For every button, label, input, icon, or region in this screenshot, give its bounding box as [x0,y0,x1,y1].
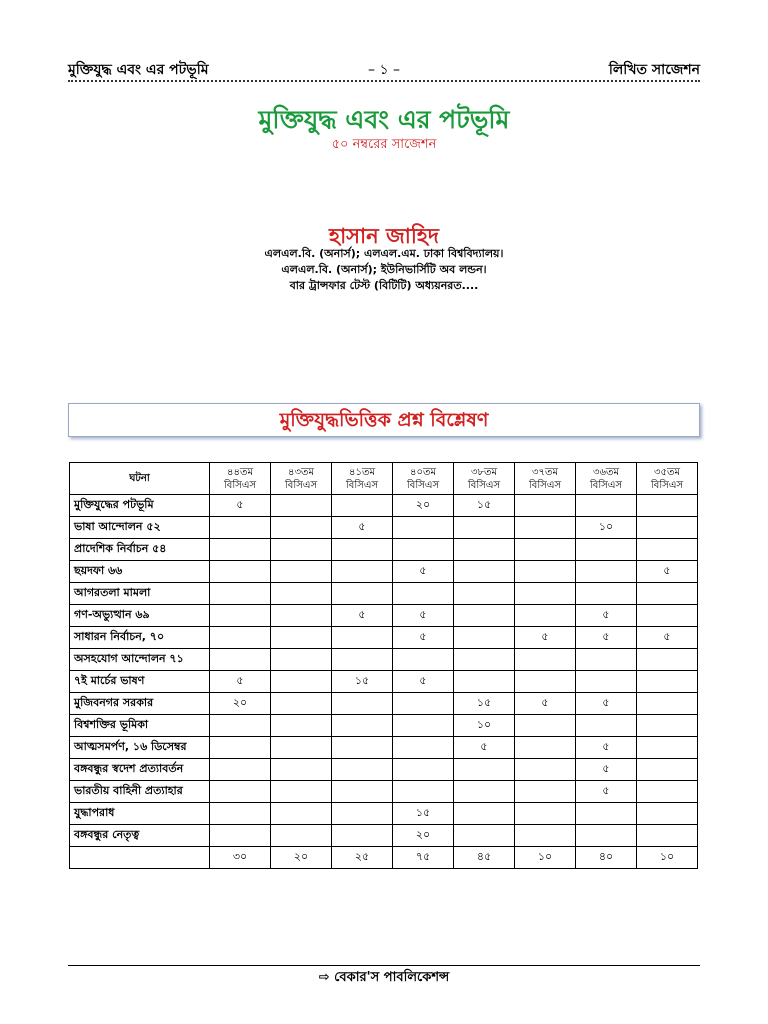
mark-cell [271,693,332,715]
author-name: হাসান জাহিদ [329,224,439,248]
total-cell: ৪০ [576,847,637,869]
mark-cell: ২০ [393,825,454,847]
mark-cell [515,539,576,561]
table-row [70,825,698,847]
mark-cell [271,605,332,627]
exam-number: ৪১তম [348,466,376,478]
mark-cell [393,649,454,671]
event-name: ৭ই মার্চের ভাষণ [70,671,210,693]
mark-cell [332,693,393,715]
mark-cell [454,517,515,539]
mark-cell: ১০ [576,517,637,539]
mark-cell [393,517,454,539]
mark-cell [393,583,454,605]
table-row [70,605,698,627]
mark-cell [454,627,515,649]
event-name: বিশ্বশক্তির ভূমিকা [70,715,210,737]
exam-number: ৪৩তম [287,466,315,478]
exam-number: ৩৫তম [653,466,681,478]
mark-cell [332,759,393,781]
mark-cell: ৫ [576,759,637,781]
mark-cell [576,495,637,517]
publisher-footer: ⇨ বেকার'স পাবলিকেশন্স [318,970,450,985]
mark-cell: ১৫ [454,693,515,715]
event-name: প্রাদেশিক নির্বাচন ৫৪ [70,539,210,561]
mark-cell [210,825,271,847]
mark-cell: ৫ [210,671,271,693]
mark-cell: ৫ [637,561,698,583]
mark-cell [271,759,332,781]
mark-cell: ১৫ [393,803,454,825]
event-name: ভারতীয় বাহিনী প্রত্যাহার [70,781,210,803]
mark-cell [515,715,576,737]
mark-cell [515,605,576,627]
mark-cell [332,825,393,847]
event-name: মুজিবনগর সরকার [70,693,210,715]
mark-cell: ৫ [515,693,576,715]
event-name: আগরতলা মামলা [70,583,210,605]
mark-cell [637,517,698,539]
mark-cell [271,561,332,583]
mark-cell [210,539,271,561]
mark-cell: ৫ [576,737,637,759]
mark-cell [332,627,393,649]
mark-cell [271,737,332,759]
mark-cell [271,825,332,847]
table-row [70,693,698,715]
mark-cell: ৫ [637,627,698,649]
mark-cell [271,715,332,737]
total-cell: ৪৫ [454,847,515,869]
page-number: – ১ – [368,62,400,78]
mark-cell: ৫ [393,671,454,693]
mark-cell: ৫ [576,605,637,627]
mark-cell: ৫ [210,495,271,517]
exam-column-header [515,463,576,495]
exam-column-header [393,463,454,495]
author-credentials [0,246,768,294]
mark-cell [515,517,576,539]
page-header [68,58,700,78]
mark-cell [576,649,637,671]
event-name: বঙ্গবন্ধুর স্বদেশ প্রত্যাবর্তন [70,759,210,781]
mark-cell [393,781,454,803]
question-analysis-table [69,462,698,869]
mark-cell [576,583,637,605]
mark-cell: ৫ [454,737,515,759]
mark-cell [454,671,515,693]
exam-number: ৪৪তম [226,466,254,478]
mark-cell [210,781,271,803]
mark-cell [515,737,576,759]
mark-cell [637,759,698,781]
mark-cell: ১০ [454,715,515,737]
exam-name: বিসিএস [284,479,318,491]
mark-cell [210,583,271,605]
mark-cell: ৫ [393,605,454,627]
mark-cell [271,495,332,517]
exam-name: বিসিএস [589,479,623,491]
mark-cell: ১৫ [454,495,515,517]
table-header-row [70,463,698,495]
total-cell: ১০ [515,847,576,869]
mark-cell [210,649,271,671]
mark-cell [210,759,271,781]
mark-cell: ৫ [576,627,637,649]
exam-column-header [210,463,271,495]
exam-name: বিসিএস [467,479,501,491]
mark-cell [454,561,515,583]
mark-cell [637,737,698,759]
mark-cell [332,781,393,803]
mark-cell: ৫ [393,561,454,583]
mark-cell [637,539,698,561]
mark-cell [271,671,332,693]
mark-cell [454,605,515,627]
mark-cell [210,803,271,825]
event-name: অসহযোগ আন্দোলন ৭১ [70,649,210,671]
mark-cell [332,737,393,759]
mark-cell: ২০ [210,693,271,715]
mark-cell [210,627,271,649]
footer-divider [68,965,700,966]
mark-cell [210,561,271,583]
table-row [70,671,698,693]
exam-name: বিসিএস [406,479,440,491]
mark-cell [454,649,515,671]
table-row [70,495,698,517]
exam-number: ৪০তম [409,466,437,478]
mark-cell [515,561,576,583]
mark-cell [576,539,637,561]
mark-cell [637,825,698,847]
mark-cell [332,803,393,825]
mark-cell [515,825,576,847]
header-title: মুক্তিযুদ্ধ এবং এর পটভূমি [68,62,209,78]
total-cell: ২০ [271,847,332,869]
exam-column-header [271,463,332,495]
mark-cell [271,649,332,671]
mark-cell [271,803,332,825]
mark-cell [210,517,271,539]
mark-cell [576,671,637,693]
exam-name: বিসিএস [528,479,562,491]
exam-column-header [332,463,393,495]
mark-cell [271,539,332,561]
mark-cell [576,715,637,737]
table-row [70,627,698,649]
event-name: আত্মসমর্পণ, ১৬ ডিসেম্বর [70,737,210,759]
table-row [70,737,698,759]
mark-cell [637,693,698,715]
mark-cell: ৫ [332,605,393,627]
header-label: লিখিত সাজেশন [608,62,700,78]
mark-cell: ৫ [515,627,576,649]
credential-line: এলএল.বি. (অনার্স); এলএল.এম. ঢাকা বিশ্ববিদ্যালয়। [264,247,504,260]
table-row [70,781,698,803]
totals-label-cell [70,847,210,869]
event-name: যুদ্ধাপরাধ [70,803,210,825]
mark-cell: ৫ [393,627,454,649]
mark-cell [393,737,454,759]
mark-cell [637,605,698,627]
exam-column-header [637,463,698,495]
event-name: সাধারন নির্বাচন, ৭০ [70,627,210,649]
mark-cell [515,583,576,605]
event-name: ছয়দফা ৬৬ [70,561,210,583]
table-row [70,803,698,825]
event-name: ভাষা আন্দোলন ৫২ [70,517,210,539]
mark-cell [271,517,332,539]
mark-cell [515,649,576,671]
mark-cell [637,803,698,825]
mark-cell [454,759,515,781]
total-cell: ১০ [637,847,698,869]
mark-cell [393,693,454,715]
mark-cell [271,627,332,649]
credential-line: বার ট্রান্সফার টেস্ট (বিটিটি) অধ্যয়নরত.... [289,279,479,292]
mark-cell [332,715,393,737]
credential-line: এলএল.বি. (অনার্স); ইউনিভার্সিটি অব লন্ডন। [281,263,487,276]
mark-cell [332,495,393,517]
mark-cell [454,803,515,825]
mark-cell [637,781,698,803]
mark-cell [210,605,271,627]
mark-cell [637,649,698,671]
mark-cell [454,781,515,803]
mark-cell [393,539,454,561]
mark-cell [515,803,576,825]
mark-cell [393,759,454,781]
table-row [70,759,698,781]
mark-cell: ৫ [576,781,637,803]
document-title: মুক্তিযুদ্ধ এবং এর পটভূমি [258,105,510,134]
mark-cell [515,759,576,781]
mark-cell [515,495,576,517]
mark-cell [637,671,698,693]
event-name: বঙ্গবন্ধুর নেতৃত্ব [70,825,210,847]
table-row [70,715,698,737]
exam-column-header [576,463,637,495]
mark-cell [332,583,393,605]
exam-column-header [454,463,515,495]
total-cell: ৭৫ [393,847,454,869]
mark-cell [454,825,515,847]
mark-cell: ১৫ [332,671,393,693]
mark-cell: ৫ [576,693,637,715]
event-column-header: ঘটনা [70,463,210,495]
document-subtitle: ৫০ নম্বরের সাজেশন [331,137,437,152]
mark-cell [637,583,698,605]
event-name: গণ-অভ্যুত্থান ৬৯ [70,605,210,627]
mark-cell [576,825,637,847]
mark-cell [393,715,454,737]
header-divider [68,80,700,82]
table-row [70,649,698,671]
mark-cell [515,671,576,693]
mark-cell [454,539,515,561]
exam-number: ৩৬তম [592,466,620,478]
totals-row [70,847,698,869]
total-cell: ৩০ [210,847,271,869]
mark-cell [454,583,515,605]
exam-name: বিসিএস [223,479,257,491]
exam-name: বিসিএস [650,479,684,491]
total-cell: ২৫ [332,847,393,869]
mark-cell [515,781,576,803]
mark-cell: ২০ [393,495,454,517]
mark-cell [332,649,393,671]
section-title: মুক্তিযুদ্ধভিত্তিক প্রশ্ন বিশ্লেষণ [68,403,700,437]
mark-cell [637,495,698,517]
mark-cell [576,561,637,583]
mark-cell [332,539,393,561]
exam-name: বিসিএস [345,479,379,491]
mark-cell [210,737,271,759]
mark-cell [576,803,637,825]
mark-cell [210,715,271,737]
table-row [70,517,698,539]
table-row [70,561,698,583]
mark-cell: ৫ [332,517,393,539]
exam-number: ৩৮তম [470,466,498,478]
mark-cell [637,715,698,737]
mark-cell [271,781,332,803]
mark-cell [271,583,332,605]
table-row [70,583,698,605]
exam-number: ৩৭তম [531,466,559,478]
mark-cell [332,561,393,583]
table-row [70,539,698,561]
event-name: মুক্তিযুদ্ধের পটভূমি [70,495,210,517]
